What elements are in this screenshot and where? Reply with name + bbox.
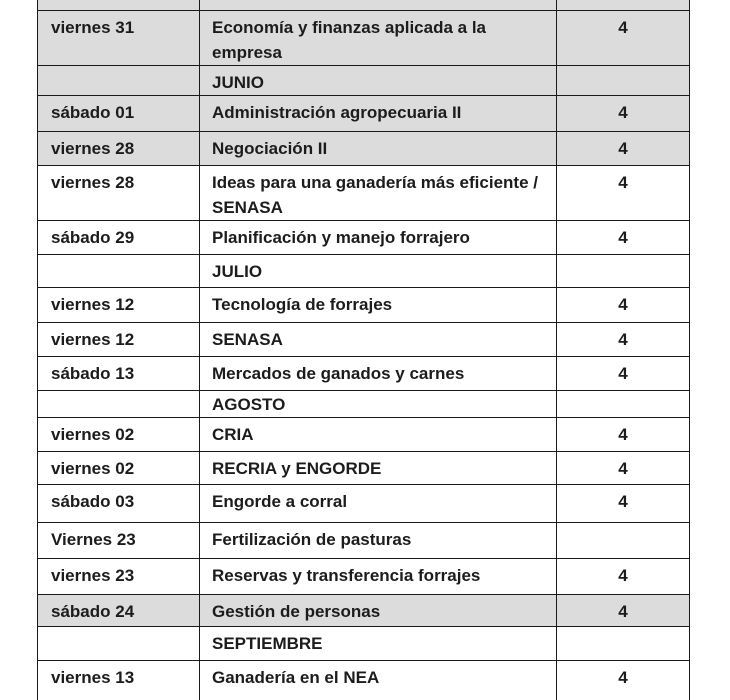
subject-cell bbox=[200, 132, 557, 166]
table-row bbox=[38, 221, 690, 255]
date-cell bbox=[38, 221, 200, 255]
hours-cell bbox=[557, 323, 690, 357]
subject-cell-text: Tecnología de forrajes bbox=[212, 295, 393, 314]
subject-cell-text: Mercados de ganados y carnes bbox=[212, 364, 465, 383]
date-cell-text: viernes 02 bbox=[51, 459, 135, 478]
date-cell-text bbox=[51, 255, 199, 259]
date-cell bbox=[38, 11, 200, 66]
date-cell-text: viernes 13 bbox=[51, 668, 135, 687]
subject-cell bbox=[200, 559, 557, 595]
hours-cell bbox=[557, 391, 690, 418]
hours-cell-text: 4 bbox=[618, 602, 628, 621]
table-row bbox=[38, 288, 690, 323]
table-row bbox=[38, 66, 690, 96]
table-row bbox=[38, 357, 690, 391]
hours-cell bbox=[557, 627, 690, 661]
schedule-table-body bbox=[38, 0, 690, 700]
date-cell bbox=[38, 132, 200, 166]
subject-cell bbox=[200, 66, 557, 96]
hours-cell-text: 4 bbox=[618, 18, 628, 37]
date-cell bbox=[38, 523, 200, 559]
subject-cell bbox=[200, 255, 557, 288]
date-cell-text: viernes 02 bbox=[51, 425, 135, 444]
date-cell-text: viernes 12 bbox=[51, 330, 135, 349]
date-cell bbox=[38, 255, 200, 288]
hours-cell-text: 4 bbox=[618, 330, 628, 349]
hours-cell-text: 4 bbox=[618, 566, 628, 585]
date-cell bbox=[38, 559, 200, 595]
table-row bbox=[38, 391, 690, 418]
hours-cell-text: 4 bbox=[618, 668, 628, 687]
date-cell bbox=[38, 66, 200, 96]
subject-cell bbox=[200, 221, 557, 255]
hours-cell-text: 4 bbox=[618, 173, 628, 192]
hours-cell bbox=[557, 288, 690, 323]
date-cell bbox=[38, 288, 200, 323]
subject-cell-text: Ganadería en el NEA bbox=[212, 668, 380, 687]
date-cell bbox=[38, 418, 200, 452]
subject-cell bbox=[200, 288, 557, 323]
hours-cell bbox=[557, 66, 690, 96]
date-cell bbox=[38, 166, 200, 221]
subject-cell bbox=[200, 523, 557, 559]
subject-cell-text: SENASA bbox=[212, 330, 283, 349]
date-cell-text: sábado 13 bbox=[51, 364, 135, 383]
date-cell-text bbox=[51, 627, 199, 631]
table-row bbox=[38, 132, 690, 166]
subject-cell-text: Planificación y manejo forrajero bbox=[212, 228, 470, 247]
hours-cell-text bbox=[557, 627, 689, 631]
course-schedule-table bbox=[37, 0, 690, 700]
hours-cell bbox=[557, 166, 690, 221]
date-cell bbox=[38, 391, 200, 418]
subject-cell-text: Administración agropecuaria II bbox=[212, 103, 462, 122]
subject-cell-text: AGOSTO bbox=[212, 395, 286, 414]
hours-cell bbox=[557, 661, 690, 700]
hours-cell bbox=[557, 485, 690, 523]
hours-cell-text bbox=[557, 255, 689, 259]
hours-cell-text bbox=[557, 523, 689, 527]
subject-cell bbox=[200, 627, 557, 661]
date-cell bbox=[38, 485, 200, 523]
table-row bbox=[38, 627, 690, 661]
subject-cell bbox=[200, 11, 557, 66]
date-cell-text: sábado 01 bbox=[51, 103, 135, 122]
date-cell bbox=[38, 0, 200, 11]
table-row bbox=[38, 255, 690, 288]
table-row bbox=[38, 323, 690, 357]
date-cell-text: viernes 12 bbox=[51, 295, 135, 314]
date-cell-text: viernes 28 bbox=[51, 173, 135, 192]
date-cell-text: Viernes 23 bbox=[51, 530, 136, 549]
date-cell bbox=[38, 96, 200, 132]
date-cell bbox=[38, 661, 200, 700]
date-cell bbox=[38, 452, 200, 485]
subject-cell bbox=[200, 166, 557, 221]
hours-cell bbox=[557, 523, 690, 559]
subject-cell-text: RECRIA y ENGORDE bbox=[212, 459, 382, 478]
hours-cell bbox=[557, 11, 690, 66]
subject-cell-text: CRIA bbox=[212, 425, 254, 444]
subject-cell bbox=[200, 595, 557, 627]
table-row bbox=[38, 166, 690, 221]
subject-cell-text: JULIO bbox=[212, 262, 263, 281]
date-cell-text bbox=[51, 66, 199, 70]
hours-cell-text: 4 bbox=[618, 459, 628, 478]
table-row bbox=[38, 452, 690, 485]
hours-cell-text: 4 bbox=[618, 492, 628, 511]
hours-cell-text bbox=[557, 391, 689, 392]
hours-cell bbox=[557, 221, 690, 255]
hours-cell-text: 4 bbox=[618, 103, 628, 122]
subject-cell bbox=[200, 323, 557, 357]
subject-cell bbox=[200, 661, 557, 700]
date-cell-text: viernes 28 bbox=[51, 139, 135, 158]
date-cell-text: sábado 24 bbox=[51, 602, 135, 621]
subject-cell-text: Fertilización de pasturas bbox=[212, 530, 412, 549]
subject-cell-text: Ideas para una ganadería más eficiente / SENASA bbox=[212, 173, 538, 217]
table-row bbox=[38, 485, 690, 523]
date-cell bbox=[38, 357, 200, 391]
subject-cell-text: Reservas y transferencia forrajes bbox=[212, 566, 481, 585]
subject-cell bbox=[200, 485, 557, 523]
table-row bbox=[38, 595, 690, 627]
table-row bbox=[38, 661, 690, 700]
subject-cell bbox=[200, 418, 557, 452]
date-cell-text bbox=[51, 391, 199, 392]
hours-cell bbox=[557, 595, 690, 627]
date-cell-text: viernes 23 bbox=[51, 566, 135, 585]
subject-cell bbox=[200, 391, 557, 418]
subject-cell bbox=[200, 357, 557, 391]
hours-cell-text: 4 bbox=[618, 364, 628, 383]
table-row bbox=[38, 523, 690, 559]
subject-cell-text: SEPTIEMBRE bbox=[212, 634, 323, 653]
hours-cell bbox=[557, 418, 690, 452]
date-cell bbox=[38, 595, 200, 627]
subject-cell bbox=[200, 0, 557, 11]
hours-cell bbox=[557, 0, 690, 11]
hours-cell bbox=[557, 132, 690, 166]
table-row bbox=[38, 559, 690, 595]
hours-cell-text: 4 bbox=[618, 295, 628, 314]
hours-cell bbox=[557, 255, 690, 288]
hours-cell bbox=[557, 559, 690, 595]
subject-cell bbox=[200, 452, 557, 485]
hours-cell bbox=[557, 452, 690, 485]
subject-cell-text: JUNIO bbox=[212, 73, 264, 92]
date-cell-text: sábado 03 bbox=[51, 492, 135, 511]
table-row bbox=[38, 418, 690, 452]
hours-cell-text: 4 bbox=[618, 425, 628, 444]
hours-cell-text: 4 bbox=[618, 139, 628, 158]
subject-cell-text: Negociación II bbox=[212, 139, 328, 158]
table-row bbox=[38, 96, 690, 132]
table-row bbox=[38, 11, 690, 66]
date-cell-text: viernes 31 bbox=[51, 18, 135, 37]
subject-cell-text: Gestión de personas bbox=[212, 602, 381, 621]
subject-cell-text: Engorde a corral bbox=[212, 492, 348, 511]
table-row bbox=[38, 0, 690, 11]
hours-cell-text: 4 bbox=[618, 228, 628, 247]
date-cell bbox=[38, 323, 200, 357]
subject-cell-text: Economía y finanzas aplicada a la empresa bbox=[212, 18, 486, 62]
date-cell-text: sábado 29 bbox=[51, 228, 135, 247]
hours-cell bbox=[557, 357, 690, 391]
date-cell bbox=[38, 627, 200, 661]
subject-cell bbox=[200, 96, 557, 132]
hours-cell bbox=[557, 96, 690, 132]
hours-cell-text bbox=[557, 66, 689, 70]
